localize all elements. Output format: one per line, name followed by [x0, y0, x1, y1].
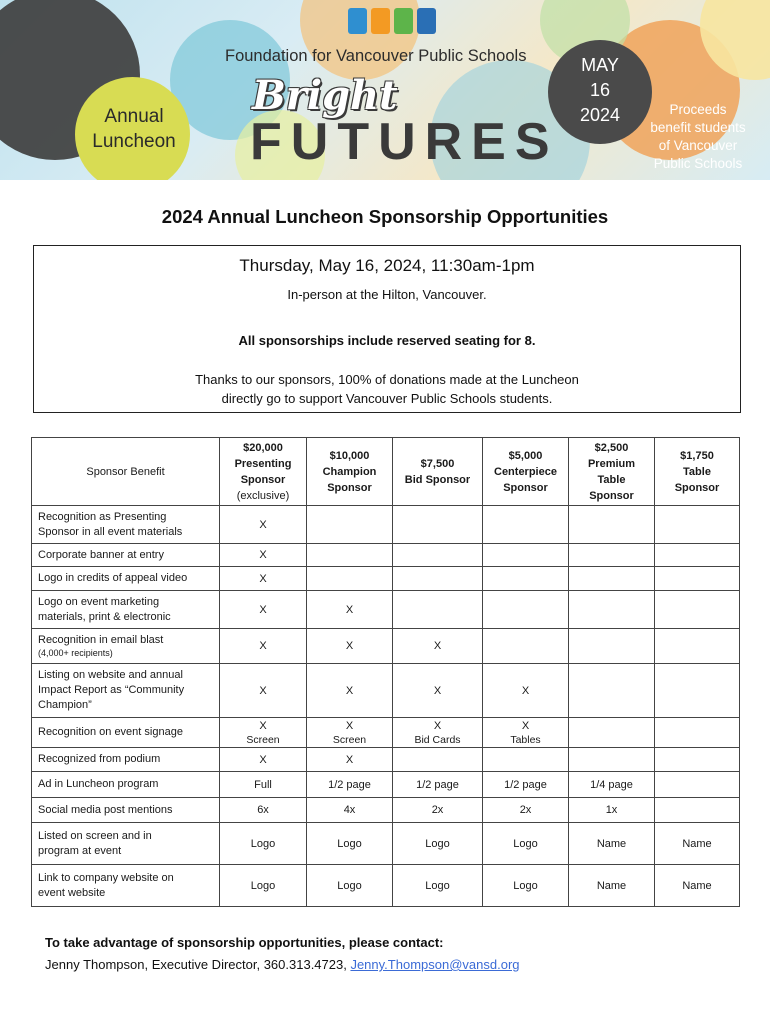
event-info-box: [33, 245, 741, 413]
page-title: 2024 Annual Luncheon Sponsorship Opportunities: [161, 206, 609, 227]
tier-value-cell: 1/2 page: [393, 772, 483, 798]
tier-value-cell: [483, 567, 569, 591]
tier-value-cell: [483, 748, 569, 772]
contact-heading: To take advantage of sponsorship opportunities, please contact:: [45, 935, 444, 950]
tier-value-cell: [393, 506, 483, 544]
tier-value-cell: [655, 772, 740, 798]
tier-value-cell: [569, 718, 655, 748]
tier-value-cell: Logo: [393, 865, 483, 907]
tier-value-cell: 2x: [483, 798, 569, 823]
tier-value-cell: X: [220, 567, 307, 591]
tier-value-cell: Logo: [393, 823, 483, 865]
tier-value-cell: 2x: [393, 798, 483, 823]
tier-value-cell: X: [307, 748, 393, 772]
tier-value-cell: [655, 748, 740, 772]
tier-value-cell: X: [220, 664, 307, 718]
benefit-cell: Recognized from podium: [32, 748, 220, 772]
bright-futures-logo-bottom: FUTURES: [250, 113, 559, 171]
benefit-cell: Listed on screen and in program at event: [32, 823, 220, 865]
tier-value-cell: [483, 506, 569, 544]
tier-value-cell: Logo: [220, 823, 307, 865]
tier-value-cell: X: [307, 629, 393, 664]
column-header-tier: $20,000 Presenting Sponsor (exclusive): [220, 438, 307, 506]
tier-value-cell: Logo: [483, 865, 569, 907]
tier-value-cell: X Bid Cards: [393, 718, 483, 748]
column-header-tier: $7,500 Bid Sponsor: [393, 438, 483, 506]
tier-value-cell: X: [483, 664, 569, 718]
tier-value-cell: [655, 718, 740, 748]
bright-futures-logo-top: Bright: [252, 72, 398, 119]
tier-value-cell: [393, 544, 483, 567]
tier-value-cell: [307, 567, 393, 591]
tier-value-cell: [393, 567, 483, 591]
tier-value-cell: Name: [569, 865, 655, 907]
tier-value-cell: X: [220, 591, 307, 629]
benefit-cell: Ad in Luncheon program: [32, 772, 220, 798]
table-row: [32, 664, 740, 718]
tier-value-cell: [569, 544, 655, 567]
table-row: [32, 718, 740, 748]
tier-value-cell: [483, 591, 569, 629]
tier-value-cell: X Screen: [307, 718, 393, 748]
tier-value-cell: [393, 748, 483, 772]
benefit-cell: Logo on event marketing materials, print & electronic: [32, 591, 220, 629]
foundation-logo-icon: [348, 8, 436, 34]
tier-value-cell: 1/2 page: [483, 772, 569, 798]
table-row: [32, 567, 740, 591]
column-header-tier: $10,000 Champion Sponsor: [307, 438, 393, 506]
tier-value-cell: [393, 591, 483, 629]
tier-value-cell: Logo: [307, 865, 393, 907]
benefit-cell: Recognition in email blast (4,000+ recipients): [32, 629, 220, 664]
benefit-cell: Social media post mentions: [32, 798, 220, 823]
benefit-cell: Recognition on event signage: [32, 718, 220, 748]
benefit-cell: Listing on website and annual Impact Report as “Community Champion”: [32, 664, 220, 718]
tier-value-cell: [307, 506, 393, 544]
tier-value-cell: X: [393, 664, 483, 718]
benefit-cell: Corporate banner at entry: [32, 544, 220, 567]
tier-value-cell: X: [393, 629, 483, 664]
tier-value-cell: [655, 567, 740, 591]
column-header-tier: $2,500 Premium Table Sponsor: [569, 438, 655, 506]
benefit-cell: Recognition as Presenting Sponsor in all event materials: [32, 506, 220, 544]
tier-value-cell: [569, 748, 655, 772]
event-date-time: Thursday, May 16, 2024, 11:30am-1pm: [239, 256, 535, 275]
tier-value-cell: X Tables: [483, 718, 569, 748]
thanks-note: Thanks to our sponsors, 100% of donations made at the Luncheon directly go to support Vancouver Public Schools students.: [195, 372, 579, 406]
table-row: [32, 629, 740, 664]
tier-value-cell: Logo: [220, 865, 307, 907]
event-type-label: Annual Luncheon: [92, 106, 176, 152]
tier-value-cell: [655, 506, 740, 544]
tier-value-cell: [483, 629, 569, 664]
table-row: [32, 823, 740, 865]
contact-email-link[interactable]: Jenny.Thompson@vansd.org: [350, 957, 520, 972]
table-row: [32, 865, 740, 907]
tier-value-cell: X: [307, 664, 393, 718]
column-header-tier: $5,000 Centerpiece Sponsor: [483, 438, 569, 506]
tier-value-cell: X: [220, 629, 307, 664]
tier-value-cell: 1/4 page: [569, 772, 655, 798]
seating-note: All sponsorships include reserved seating for 8.: [238, 333, 536, 348]
event-venue: In-person at the Hilton, Vancouver.: [287, 287, 487, 302]
tier-value-cell: [655, 591, 740, 629]
tier-value-cell: [569, 567, 655, 591]
tier-value-cell: X Screen: [220, 718, 307, 748]
table-row: [32, 591, 740, 629]
tier-value-cell: 1/2 page: [307, 772, 393, 798]
tier-value-cell: Full: [220, 772, 307, 798]
tier-value-cell: [569, 506, 655, 544]
tier-value-cell: Name: [569, 823, 655, 865]
table-row: [32, 506, 740, 544]
contact-details: Jenny Thompson, Executive Director, 360.313.4723,: [45, 957, 351, 972]
tier-value-cell: [569, 664, 655, 718]
tier-value-cell: X: [220, 506, 307, 544]
tier-value-cell: [307, 544, 393, 567]
tier-value-cell: Logo: [307, 823, 393, 865]
header-banner: [0, 0, 770, 180]
tier-value-cell: [569, 629, 655, 664]
table-row: [32, 544, 740, 567]
tier-value-cell: Logo: [483, 823, 569, 865]
tier-value-cell: X: [220, 544, 307, 567]
event-date-label: MAY 16 2024: [579, 55, 621, 125]
column-header-tier: $1,750 Table Sponsor: [655, 438, 740, 506]
tier-value-cell: [655, 544, 740, 567]
tier-value-cell: Name: [655, 865, 740, 907]
column-header-benefit: Sponsor Benefit: [32, 438, 220, 506]
tier-value-cell: 1x: [569, 798, 655, 823]
benefit-cell: Link to company website on event website: [32, 865, 220, 907]
tier-value-cell: [569, 591, 655, 629]
benefit-cell: Logo in credits of appeal video: [32, 567, 220, 591]
tier-value-cell: [483, 544, 569, 567]
tier-value-cell: [655, 664, 740, 718]
tier-value-cell: [655, 629, 740, 664]
tier-value-cell: 6x: [220, 798, 307, 823]
tier-value-cell: 4x: [307, 798, 393, 823]
tier-value-cell: [655, 798, 740, 823]
tier-value-cell: Name: [655, 823, 740, 865]
sponsorship-table: [31, 437, 740, 907]
table-row: [32, 748, 740, 772]
tier-value-cell: X: [220, 748, 307, 772]
contact-line: [45, 957, 520, 972]
proceeds-note: Proceeds benefit students of Vancouver Public Schools: [650, 102, 746, 171]
organization-name: Foundation for Vancouver Public Schools: [225, 47, 527, 65]
tier-value-cell: X: [307, 591, 393, 629]
table-row: [32, 772, 740, 798]
table-header-row: [32, 438, 740, 506]
table-row: [32, 798, 740, 823]
